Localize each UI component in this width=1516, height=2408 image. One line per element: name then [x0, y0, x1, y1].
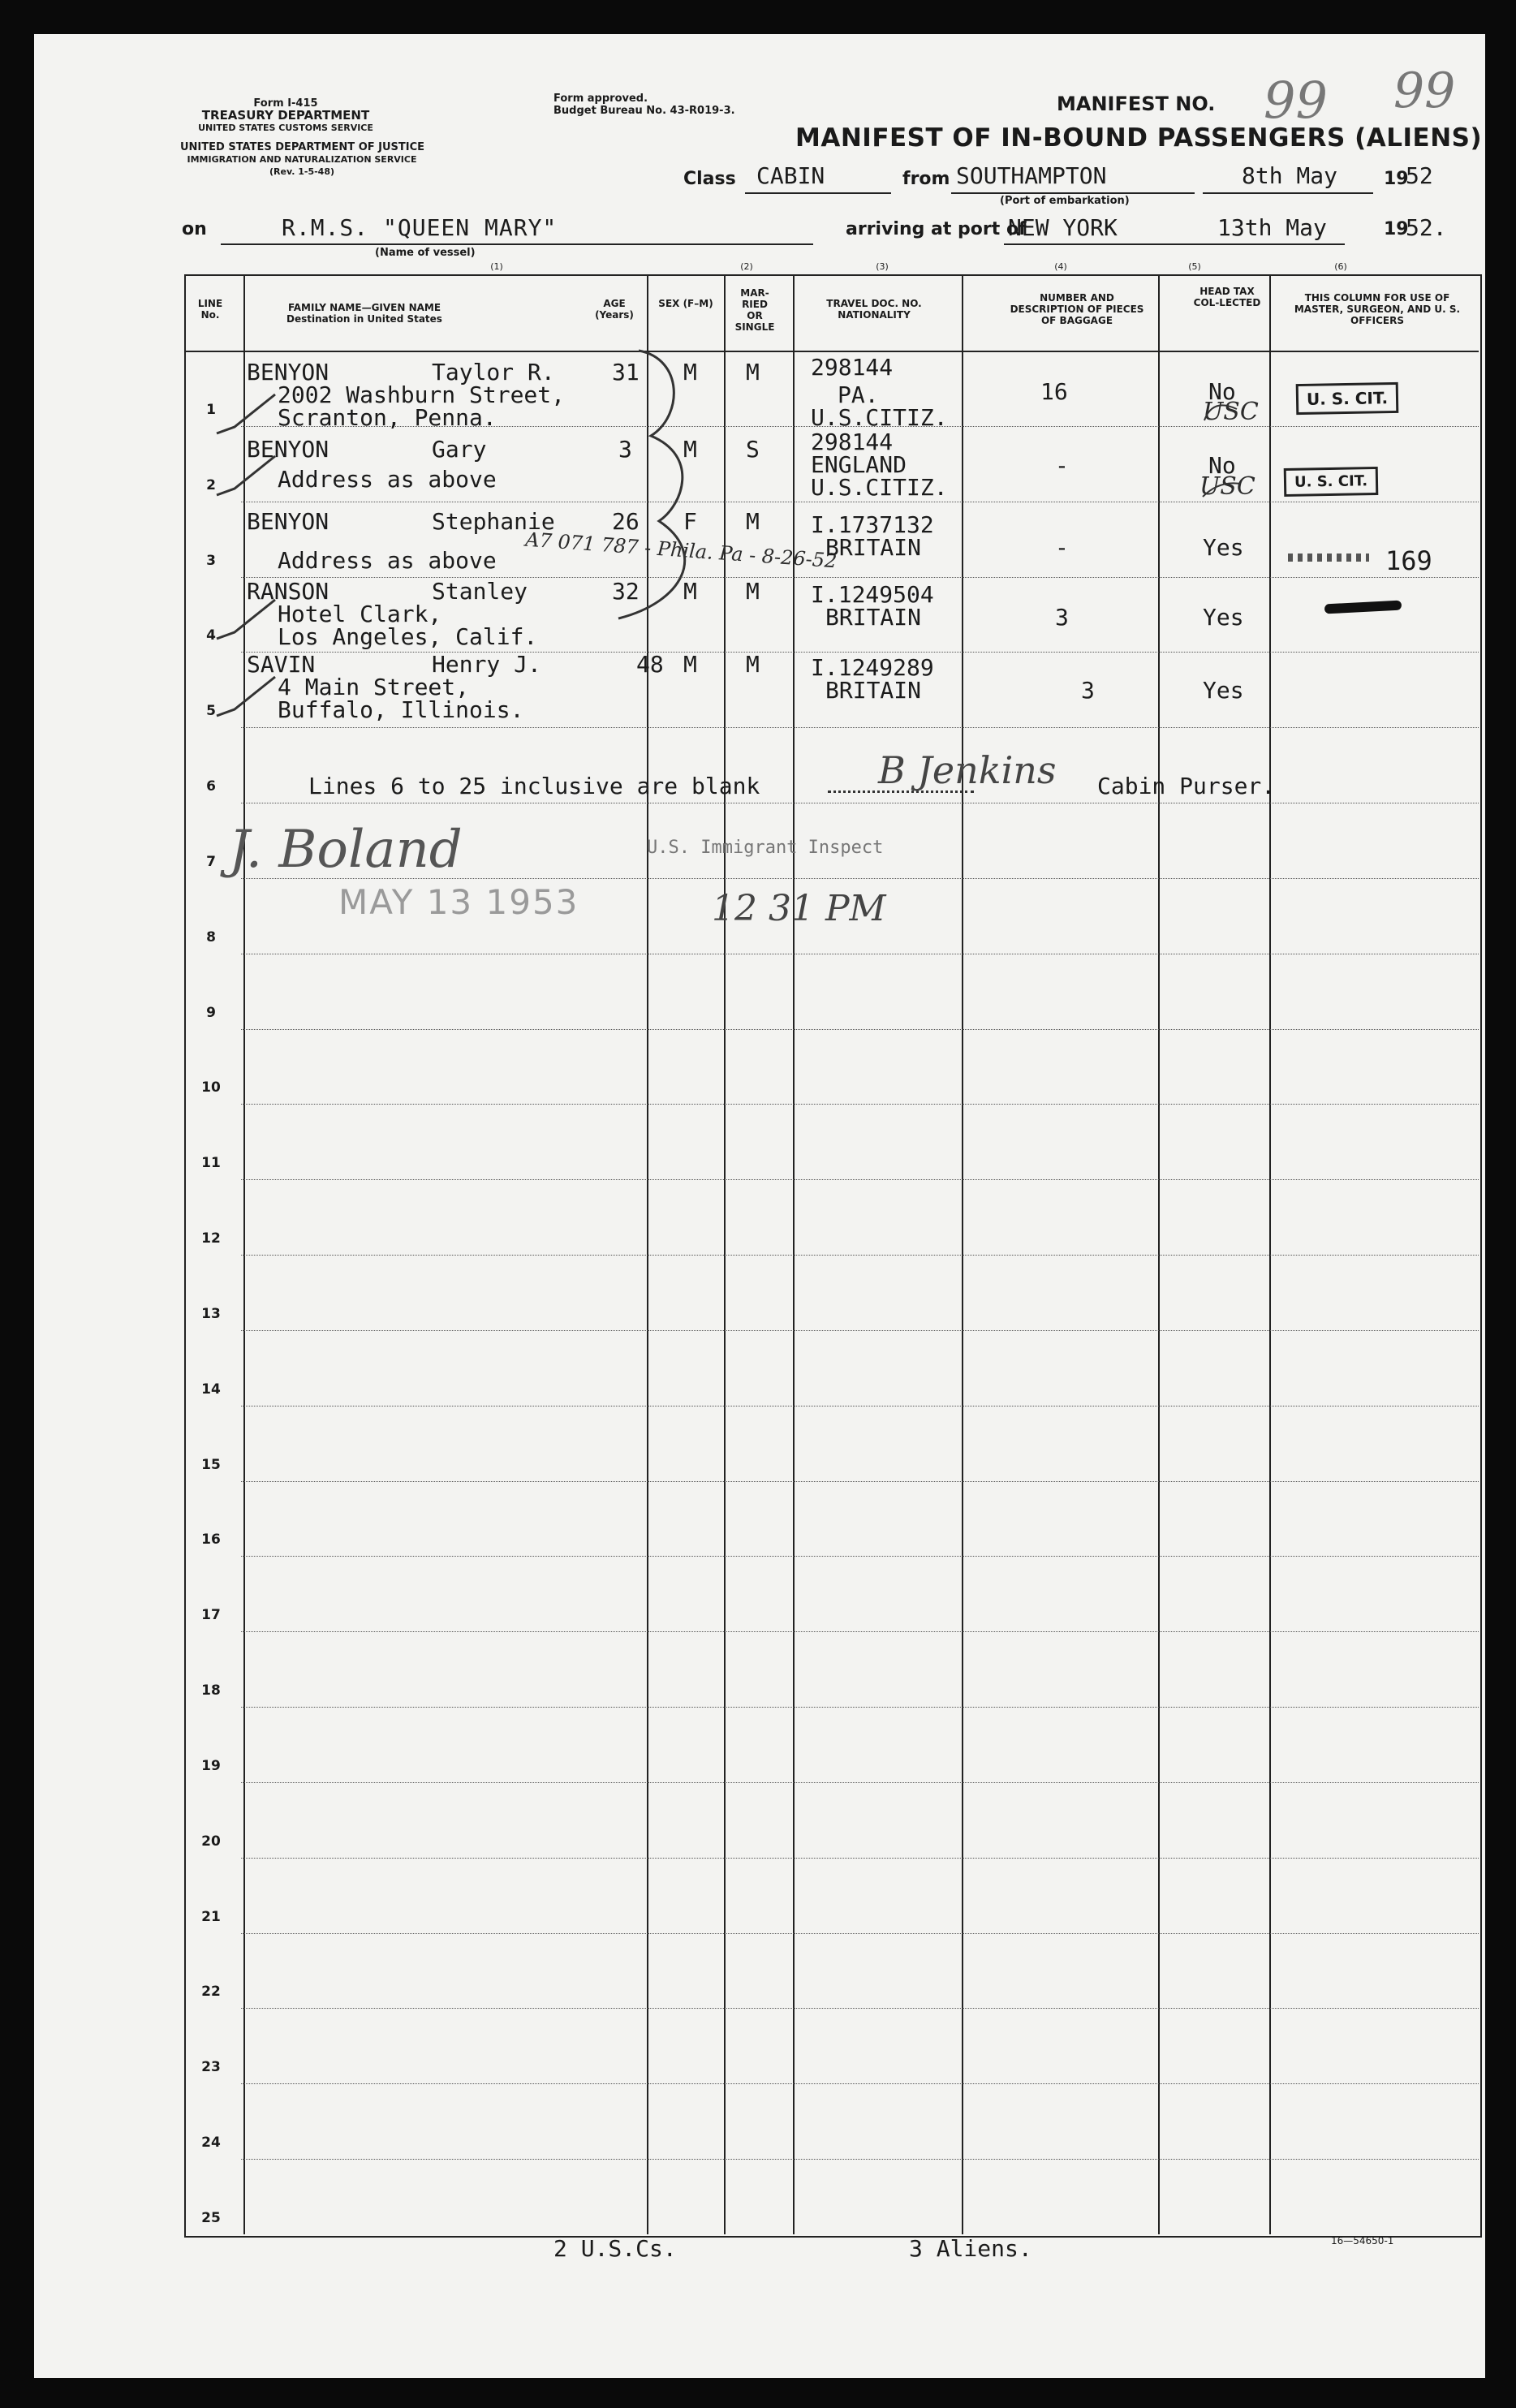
- arriving-label: arriving at port of: [846, 219, 1027, 239]
- passenger-baggage: 16: [1040, 378, 1068, 405]
- tax-scribble: [1203, 405, 1240, 497]
- passenger-surname: BENYON: [247, 436, 329, 463]
- line-number: 21: [201, 1908, 221, 1925]
- alien-registration-note: A7 071 787 - Phila. Pa - 8-26-52: [524, 528, 838, 573]
- row-rule: [241, 1029, 1479, 1030]
- form-approved: Form approved.: [553, 93, 648, 105]
- col-header-baggage: NUMBER AND DESCRIPTION OF PIECES OF BAGGAGE: [1010, 292, 1144, 326]
- on-label: on: [182, 219, 207, 239]
- from-label: from: [902, 169, 950, 189]
- line-number: 14: [201, 1381, 221, 1398]
- passenger-address: Address as above: [278, 547, 497, 574]
- form-number: Form I-415: [253, 97, 318, 110]
- row-rule: [241, 1179, 1479, 1180]
- col-num-1: (1): [490, 261, 503, 272]
- line-number: 23: [201, 2059, 221, 2076]
- line-number: 9: [206, 1004, 216, 1021]
- time-note: 12 31 PM: [712, 888, 886, 929]
- passenger-given-name: Taylor R.: [432, 359, 555, 386]
- passenger-head-tax: Yes: [1203, 534, 1244, 561]
- inspector-signature: J. Boland: [229, 820, 463, 880]
- line-number: 2: [206, 476, 216, 493]
- passenger-head-tax: Yes: [1203, 677, 1244, 704]
- passenger-head-tax: Yes: [1203, 604, 1244, 631]
- passenger-sex: M: [683, 359, 697, 386]
- passenger-travel-doc: 298144: [811, 429, 894, 455]
- line-number: 11: [201, 1155, 221, 1172]
- line-number: 24: [201, 2134, 221, 2152]
- col-header-age: AGE (Years): [595, 298, 634, 321]
- passenger-address: 2002 Washburn Street,: [278, 381, 566, 408]
- passenger-baggage: -: [1055, 534, 1069, 561]
- col-num-2: (2): [740, 261, 753, 272]
- passenger-age: 31: [612, 359, 640, 386]
- passenger-address: Scranton, Penna.: [278, 404, 497, 431]
- passenger-marital: M: [746, 651, 760, 678]
- passenger-given-name: Henry J.: [432, 651, 541, 678]
- line-number: 7: [206, 853, 216, 870]
- line-number: 10: [201, 1079, 221, 1096]
- line-number: 4: [206, 627, 216, 644]
- us-citizen-stamp: U. S. CIT.: [1296, 382, 1399, 415]
- passenger-surname: BENYON: [247, 359, 329, 386]
- col-num-4: (4): [1054, 261, 1067, 272]
- manifest-no-handwritten: 99: [1264, 71, 1328, 130]
- vessel-note: (Name of vessel): [375, 247, 476, 259]
- head-tax-note: USC: [1199, 472, 1255, 501]
- port-of-embarkation: SOUTHAMPTON: [956, 162, 1107, 189]
- line-number: 19: [201, 1757, 221, 1774]
- col-header-head-tax: HEAD TAX COL-LECTED: [1193, 286, 1261, 308]
- line-number: 6: [206, 778, 216, 795]
- class-label: Class: [683, 169, 736, 189]
- row-rule: [241, 2008, 1479, 2009]
- passenger-sex: M: [683, 651, 697, 678]
- manifest-no-handwritten-2: 99: [1393, 62, 1456, 119]
- manifest-no-label: MANIFEST NO.: [1057, 93, 1216, 115]
- col-num-5: (5): [1188, 261, 1201, 272]
- line-number: 3: [206, 552, 216, 569]
- port-embarkation-note: (Port of embarkation): [1000, 195, 1130, 207]
- passenger-surname: RANSON: [247, 578, 329, 605]
- passenger-nationality: BRITAIN: [825, 534, 922, 561]
- passenger-head-tax: No: [1208, 452, 1236, 479]
- passenger-age: 3: [618, 436, 632, 463]
- col-header-name: FAMILY NAME—GIVEN NAME Destination in United States: [286, 302, 442, 325]
- manifest-page: [34, 34, 1485, 2378]
- col-header-travel-doc: TRAVEL DOC. NO. NATIONALITY: [826, 298, 922, 321]
- line-number: 8: [206, 928, 216, 946]
- row-rule: [241, 1631, 1479, 1632]
- purser-title: Cabin Purser.: [1097, 773, 1276, 799]
- line-number: 15: [201, 1456, 221, 1473]
- passenger-nationality: U.S.CITIZ.: [811, 404, 948, 431]
- passenger-given-name: Stephanie: [432, 508, 555, 535]
- passenger-travel-doc: 298144: [811, 354, 894, 381]
- passenger-baggage: 3: [1081, 677, 1095, 704]
- passenger-surname: BENYON: [247, 508, 329, 535]
- passenger-age: 48: [636, 651, 664, 678]
- passenger-age: 26: [612, 508, 640, 535]
- col-header-married: MAR-RIED OR SINGLE: [734, 287, 775, 333]
- purser-signature: B Jenkins: [878, 748, 1057, 792]
- date-stamp: MAY 13 1953: [338, 882, 579, 922]
- row-rule: [241, 1933, 1479, 1934]
- officer-note: 169: [1385, 545, 1432, 576]
- passenger-marital: M: [746, 359, 760, 386]
- departure-year-prefix: 19: [1384, 169, 1409, 189]
- arrival-port: NEW YORK: [1008, 214, 1118, 241]
- age-bracket-mark: [618, 351, 685, 618]
- row-rule: [241, 1858, 1479, 1859]
- passenger-address: Buffalo, Illinois.: [278, 696, 524, 723]
- line-number: 5: [206, 703, 216, 720]
- line-number: 22: [201, 1984, 221, 2001]
- line-number: 13: [201, 1305, 221, 1322]
- col-num-3: (3): [876, 261, 889, 272]
- check-mark: [217, 600, 275, 639]
- passenger-doc-detail: PA.: [838, 381, 879, 408]
- form-code: 16—54650-1: [1331, 2235, 1394, 2246]
- check-mark: [217, 677, 275, 716]
- us-citizens-count: 2 U.S.Cs.: [553, 2235, 677, 2262]
- passenger-marital: S: [746, 436, 760, 463]
- departure-date: 8th May: [1242, 162, 1338, 189]
- blank-lines-note: Lines 6 to 25 inclusive are blank: [308, 773, 760, 799]
- passenger-surname: SAVIN: [247, 651, 316, 678]
- passenger-baggage: -: [1055, 452, 1069, 479]
- row-rule: [241, 1556, 1479, 1557]
- arrival-year: 52.: [1406, 214, 1447, 241]
- head-tax-note: USC: [1203, 398, 1259, 426]
- check-mark: [217, 394, 275, 433]
- passenger-address: Hotel Clark,: [278, 601, 442, 627]
- department-of-justice: UNITED STATES DEPARTMENT OF JUSTICE: [180, 141, 425, 153]
- passenger-age: 32: [612, 578, 640, 605]
- col-num-6: (6): [1334, 261, 1347, 272]
- manifest-title: MANIFEST OF IN-BOUND PASSENGERS (ALIENS): [795, 123, 1483, 153]
- passenger-sex: F: [683, 508, 697, 535]
- passenger-marital: M: [746, 578, 760, 605]
- passenger-given-name: Stanley: [432, 578, 528, 605]
- immigrant-inspector-label: U.S. Immigrant Inspect: [647, 838, 884, 858]
- vessel-name: R.M.S. "QUEEN MARY": [282, 214, 558, 241]
- passenger-sex: M: [683, 578, 697, 605]
- passenger-baggage: 3: [1055, 604, 1069, 631]
- customs-service: UNITED STATES CUSTOMS SERVICE: [198, 123, 373, 133]
- passenger-address: Los Angeles, Calif.: [278, 623, 538, 650]
- line-number: 20: [201, 1833, 221, 1850]
- passenger-address: 4 Main Street,: [278, 674, 470, 700]
- line-number: 18: [201, 1682, 221, 1699]
- passenger-address: Address as above: [278, 466, 497, 493]
- class-value: CABIN: [756, 162, 825, 189]
- passenger-marital: M: [746, 508, 760, 535]
- revision: (Rev. 1-5-48): [269, 166, 334, 177]
- passenger-doc-detail: ENGLAND: [811, 451, 907, 478]
- arrival-year-prefix: 19: [1384, 219, 1409, 239]
- line-number: 1: [206, 401, 216, 418]
- line-number: 17: [201, 1607, 221, 1624]
- row-rule: [241, 2083, 1479, 2084]
- line-number: 12: [201, 1230, 221, 1247]
- row-rule: [241, 1782, 1479, 1783]
- col-header-line: LINE No.: [197, 298, 223, 321]
- arrival-date: 13th May: [1217, 214, 1327, 241]
- passenger-travel-doc: I.1249504: [811, 581, 934, 608]
- passenger-travel-doc: I.1737132: [811, 511, 934, 538]
- line-number: 16: [201, 1531, 221, 1549]
- passenger-nationality: BRITAIN: [825, 677, 922, 704]
- departure-year: 52: [1406, 162, 1433, 189]
- check-mark: [217, 456, 275, 495]
- row-rule: [241, 1255, 1479, 1256]
- treasury-department: TREASURY DEPARTMENT: [201, 108, 370, 123]
- passenger-nationality: BRITAIN: [825, 604, 922, 631]
- passenger-travel-doc: I.1249289: [811, 654, 934, 681]
- line-number: 25: [201, 2210, 221, 2226]
- passenger-sex: M: [683, 436, 697, 463]
- row-rule: [241, 1330, 1479, 1331]
- row-rule: [241, 1481, 1479, 1482]
- aliens-count: 3 Aliens.: [909, 2235, 1032, 2262]
- col-header-sex: SEX (F–M): [658, 298, 713, 309]
- passenger-nationality: U.S.CITIZ.: [811, 474, 948, 501]
- passenger-given-name: Gary: [432, 436, 487, 463]
- row-rule: [241, 2159, 1479, 2160]
- us-citizen-stamp: U. S. CIT.: [1284, 467, 1379, 497]
- row-rule: [241, 1104, 1479, 1105]
- row-rule: [241, 1707, 1479, 1708]
- ins-line: IMMIGRATION AND NATURALIZATION SERVICE: [187, 154, 417, 165]
- budget-bureau: Budget Bureau No. 43-R019-3.: [553, 105, 735, 117]
- col-header-officers: THIS COLUMN FOR USE OF MASTER, SURGEON, AND U. S. OFFICERS: [1294, 292, 1461, 326]
- passenger-head-tax: No: [1208, 378, 1236, 405]
